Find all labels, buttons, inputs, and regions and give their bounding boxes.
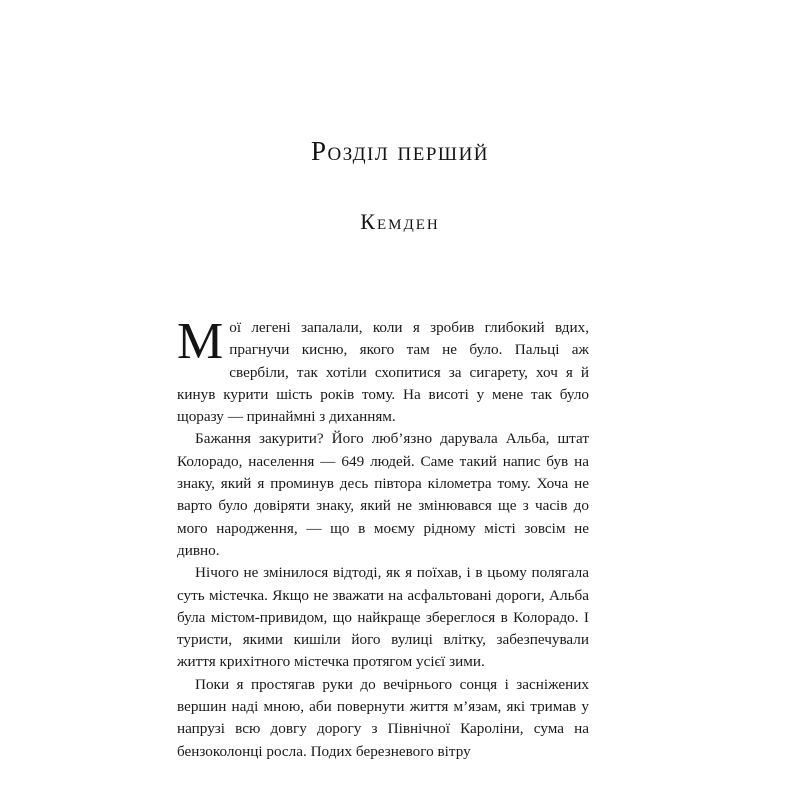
chapter-number: Розділ перший — [310, 136, 490, 166]
paragraph-2: Бажання закурити? Його люб’язно дарувала Альба, штат Колорадо, населення — 649 людей. Саме такий напис був на знаку, який я проминув десь півтора кілометра тому. Хоча не варто було довіряти знаку, який не змінювався ще з часів до мого народження, — що в моєму рідному місті зовсім не дивно. — [177, 430, 589, 559]
paragraph-1 — [177, 313, 589, 428]
chapter-title: Кемден — [360, 209, 440, 234]
paragraph-4: Поки я простягав руки до вечірнього сонця і засніжених вершин наді мною, аби повернути життя м’язам, які тримав у напрузі всю довгу дорогу з Північної Кароліни, сума на бензоколонці росла. Подих березневого вітру — [177, 675, 589, 760]
paragraph-1-text: ої легені запалали, коли я зробив глибокий вдих, прагнучи кисню, якого там не було. Пальці аж свербіли, так хотіли схопитися за сигарету, хоч я й кинув курити шість років тому. На висоті у мене так було щоразу — принаймні з диханням. — [177, 319, 589, 426]
paragraph-3: Нічого не змінилося відтоді, як я поїхав, і в цьому полягала суть містечка. Якщо не зважати на асфальтовані дороги, Альба була містом-привидом, що найкраще збереглося в Колорадо. І туристи, якими кишіли його вулиці влітку, забезпечували життя крихітного містечка протягом усієї зими. — [177, 564, 589, 671]
body-text — [177, 313, 589, 763]
drop-cap: М — [177, 313, 224, 370]
